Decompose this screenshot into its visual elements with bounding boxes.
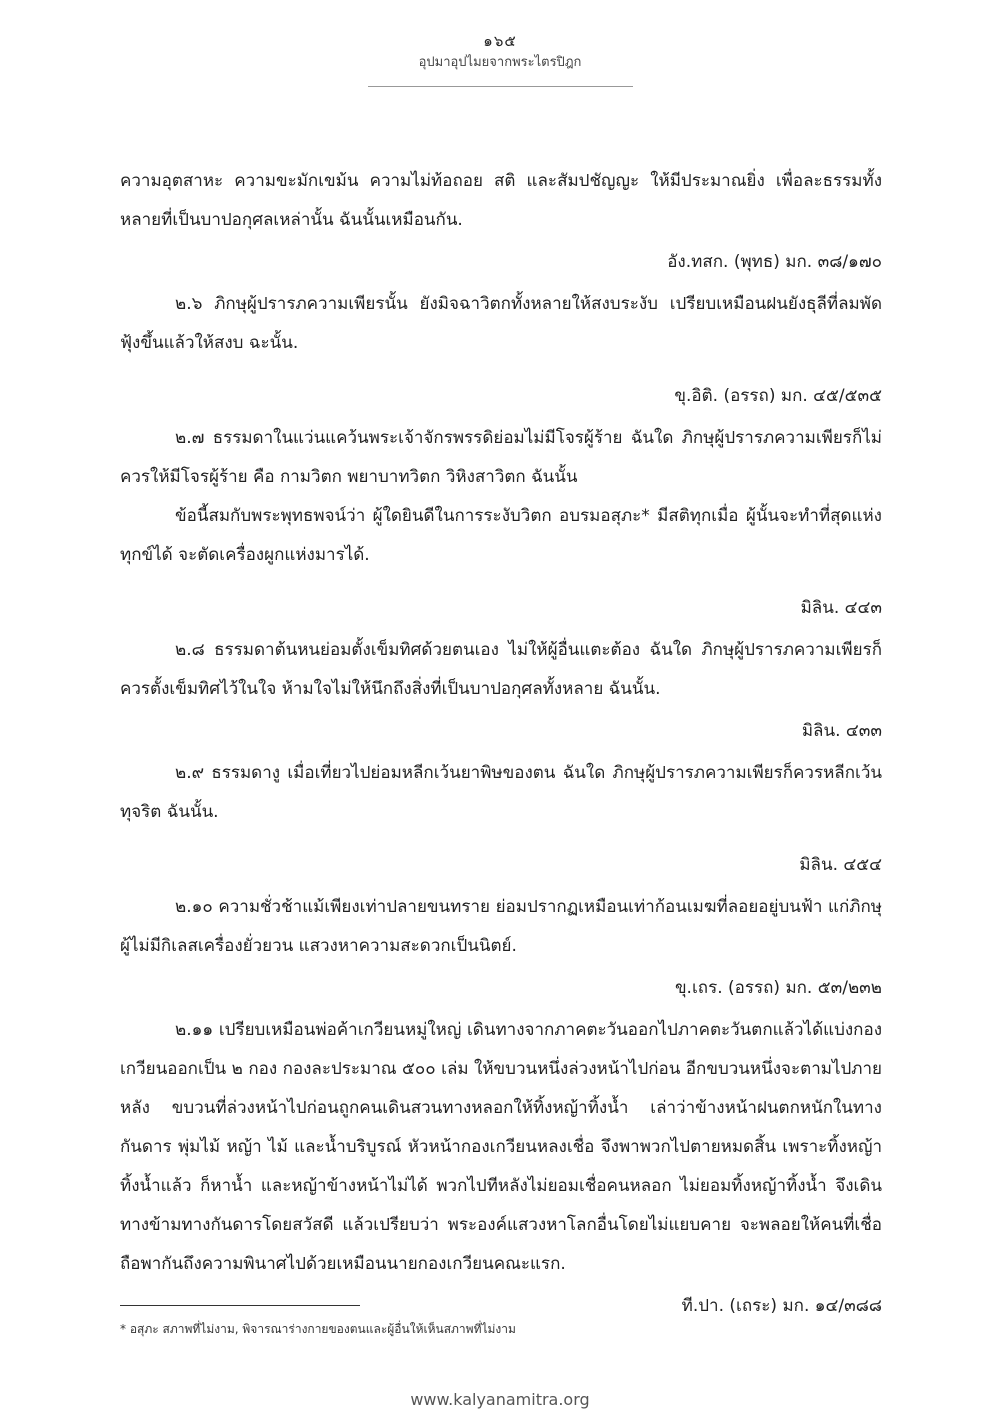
book-title: อุปมาอุปไมยจากพระไตรปิฎก <box>418 55 582 70</box>
paragraph-2-7: ๒.๗ ธรรมดาในแว่นแคว้นพระเจ้าจักรพรรดิย่อมไม่มีโจรผู้ร้าย ฉันใด ภิกษุผู้ปรารภความเพียรก็ไม่ควรให้มีโจรผู้ร้าย คือ กามวิตก พยาบาทวิตก วิหิงสาวิตก ฉันนั้น <box>120 428 882 487</box>
paragraph-2-11: ๒.๑๑ เปรียบเหมือนพ่อค้าเกวียนหมู่ใหญ่ เดินทางจากภาคตะวันออกไปภาคตะวันตกแล้วได้แบ่งกองเกวียนออกเป็น ๒ กอง กองละประมาณ ๕๐๐ เล่ม ให้ขบวนหนึ่งล่วงหน้าไปก่อน อีกขบวนหนึ่งจะตามไปภายหลัง ขบวนที่ล่วงหน้าไปก่อนถูกคนเดินสวนทางหลอกให้ทิ้งหญ้าทิ้งน้ำ เล่าว่าข้างหน้าฝนตกหนักในทางกันดาร พุ่มไม้ หญ้า ไม้ และน้ำบริบูรณ์ หัวหน้ากองเกวียนหลงเชื่อ จึงพาพวกไปตายหมดสิ้น เพราะทิ้งหญ้าทิ้งน้ำแล้ว ก็หาน้ำ และหญ้าข้างหน้าไม่ได้ พวกไปทีหลังไม่ยอมเชื่อคนหลอก ไม่ยอมทิ้งหญ้าทิ้งน้ำ จึงเดินทางข้ามทางกันดารโดยสวัสดี แล้วเปรียบว่า พระองค์แสวงหาโลกอื่นโดยไม่แยบคาย จะพลอยให้คนที่เชื่อถือพากันถึงความพินาศไปด้วยเหมือนนายกองเกวียนคณะแรก. <box>120 1020 882 1274</box>
page-header <box>0 30 1000 87</box>
paragraph-2-9: ๒.๙ ธรรมดางู เมื่อเที่ยวไปย่อมหลีกเว้นยาพิษของตน ฉันใด ภิกษุผู้ปรารภความเพียรก็ควรหลีกเว้นทุจริต ฉันนั้น. <box>120 763 882 822</box>
paragraph-2-8: ๒.๘ ธรรมดาต้นหนย่อมตั้งเข็มทิศด้วยตนเอง ไม่ให้ผู้อื่นแตะต้อง ฉันใด ภิกษุผู้ปรารภความเพียรก็ควรตั้งเข็มทิศไว้ในใจ ห้ามใจไม่ให้นึกถึงสิ่งที่เป็นบาปอกุศลทั้งหลาย ฉันนั้น. <box>120 640 882 699</box>
reference-citation: มิลิน. ๔๔๓ <box>800 598 882 618</box>
paragraph-2-6: ๒.๖ ภิกษุผู้ปรารภความเพียรนั้น ยังมิจฉาวิตกทั้งหลายให้สงบระงับ เปรียบเหมือนฝนยังธุลีที่ลมพัดฟุ้งขึ้นแล้วให้สงบ ฉะนั้น. <box>120 294 882 353</box>
reference-citation: ที.ปา. (เถระ) มก. ๑๔/๓๘๘ <box>681 1296 882 1316</box>
footnote: * อสุภะ สภาพที่ไม่งาม, พิจารณาร่างกายของตนและผู้อื่นให้เห็นสภาพที่ไม่งาม <box>120 1322 516 1336</box>
website-footer: www.kalyanamitra.org <box>410 1390 590 1409</box>
page-body <box>120 162 882 1329</box>
reference-citation: ขุ.เถร. (อรรถ) มก. ๕๓/๒๓๒ <box>674 978 882 998</box>
paragraph-2-10: ๒.๑๐ ความชั่วช้าแม้เพียงเท่าปลายขนทราย ย่อมปรากฏเหมือนเท่าก้อนเมฆที่ลอยอยู่บนฟ้า แก่ภิกษุผู้ไม่มีกิเลสเครื่องยั่วยวน แสวงหาความสะดวกเป็นนิตย์. <box>120 897 882 956</box>
reference-citation: ขุ.อิติ. (อรรถ) มก. ๔๕/๕๓๕ <box>674 386 882 406</box>
reference-citation: มิลิน. ๔๓๓ <box>801 721 882 741</box>
reference-citation: มิลิน. ๔๕๔ <box>799 855 882 875</box>
paragraph-continuation: ความอุตสาหะ ความขะมักเขม้น ความไม่ท้อถอย สติ และสัมปชัญญะ ให้มีประมาณยิ่ง เพื่อละธรรมทั้งหลายที่เป็นบาปอกุศลเหล่านั้น ฉันนั้นเหมือนกัน. <box>120 171 882 230</box>
page-number: ๑๖๕ <box>483 32 517 50</box>
header-divider <box>368 86 633 87</box>
footnote-divider <box>120 1305 360 1306</box>
paragraph-2-7-note: ข้อนี้สมกับพระพุทธพจน์ว่า ผู้ใดยินดีในการระงับวิตก อบรมอสุภะ* มีสติทุกเมื่อ ผู้นั้นจะทำที่สุดแห่งทุกข์ได้ จะตัดเครื่องผูกแห่งมารได้. <box>120 506 882 565</box>
reference-citation: อัง.ทสก. (พุทธ) มก. ๓๘/๑๗๐ <box>667 252 882 272</box>
